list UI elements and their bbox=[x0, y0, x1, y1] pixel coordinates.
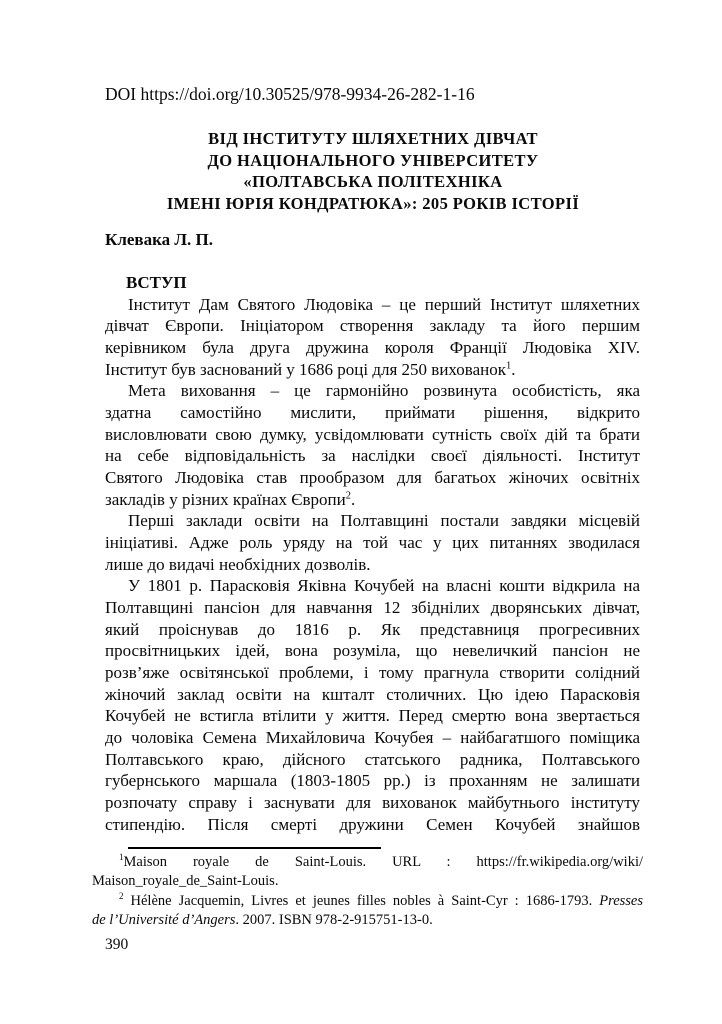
text-line: лише до видачі необхідних дозволів. bbox=[105, 554, 371, 574]
text-line: просвітницьких ідей, вона розуміла, що невеличкий пансіон не bbox=[105, 641, 640, 661]
text-line: який проіснував до 1816 р. Як представниця прогресивних bbox=[105, 619, 640, 639]
paragraph-2 bbox=[105, 380, 640, 510]
text-line: Maison_royale_de_Saint-Louis. bbox=[92, 873, 279, 890]
text-line: губернського маршала (1803-1805 рр.) із проханням не залишати bbox=[105, 771, 640, 791]
footnote-separator-rule bbox=[128, 847, 381, 849]
text-line: Інститут був заснований у 1686 році для 250 вихованок$^1$. bbox=[105, 359, 516, 379]
footnotes-block bbox=[92, 853, 643, 930]
text-line: Інститут Дам Святого Людовіка – це перший Інститут шляхетних bbox=[128, 294, 640, 314]
footnote-1 bbox=[92, 853, 643, 892]
footnote-2 bbox=[92, 892, 643, 931]
text-line: розв’яже освітянської проблеми, і тому прагнула створити солідний bbox=[105, 663, 640, 683]
text-line: керівником була друга дружина короля Франції Людовіка XIV. bbox=[105, 338, 640, 358]
doi-line: DOI https://doi.org/10.30525/978-9934-26-282-1-16 bbox=[105, 84, 475, 104]
text-line: на себе відповідальність за наслідки своєї діяльності. Інститут bbox=[105, 446, 640, 466]
text-line: ВІД ІНСТИТУТУ ШЛЯХЕТНИХ ДІВЧАТ bbox=[208, 129, 538, 148]
text-line: de l’Université d’Angers. 2007. ISBN 978-2-915751-13-0. bbox=[92, 911, 433, 928]
text-line: Полтавського краю, дійсного статського радника, Полтавського bbox=[105, 749, 640, 769]
text-line: Перші заклади освіти на Полтавщині постали завдяки місцевій bbox=[128, 511, 640, 531]
text-line: $^1$Maison royale de Saint-Louis. URL : https://fr.wikipedia.org/wiki/ bbox=[119, 852, 643, 870]
text-line: висловлювати свою думку, усвідомлювати сутність своїх дій та брати bbox=[105, 424, 640, 444]
text-line: закладів у різних країнах Європи$^2$. bbox=[105, 489, 356, 509]
body-text-column bbox=[105, 272, 640, 835]
author-name: Клевака Л. П. bbox=[105, 230, 214, 249]
text-line: до чоловіка Семена Михайловича Кочубея – найбагатшого поміщика bbox=[105, 728, 640, 748]
text-line: жіночий заклад освіти на кшталт столичних. Цю ідею Парасковія bbox=[105, 684, 640, 704]
page-number: 390 bbox=[105, 936, 129, 953]
text-line: ініціативі. Адже роль уряду на той час у цих питаннях зводилася bbox=[105, 533, 640, 553]
text-line: $^2$ Hélène Jacquemin, Livres et jeunes filles nobles à Saint-Cyr : 1686-1793. Presses bbox=[119, 890, 643, 909]
paragraph-1 bbox=[105, 294, 640, 381]
text-line: ДО НАЦІОНАЛЬНОГО УНІВЕРСИТЕТУ bbox=[207, 150, 539, 170]
text-line: Святого Людовіка став прообразом для багатьох жіночих освітніх bbox=[105, 468, 640, 488]
text-line: «ПОЛТАВСЬКА ПОЛІТЕХНІКА bbox=[243, 172, 503, 192]
text-line: У 1801 р. Парасковія Яківна Кочубей на власні кошти відкрила на bbox=[128, 576, 640, 596]
paragraph-3 bbox=[105, 510, 640, 575]
text-line: розпочату справу і заснувати для вихованок майбутнього інституту bbox=[105, 793, 640, 813]
text-line: Мета виховання – це гармонійно розвинута особистість, яка bbox=[128, 381, 640, 401]
text-line: Кочубей не встигла втілити у життя. Перед смертю вона звертається bbox=[105, 706, 640, 726]
text-line: стипендію. Після смерті дружини Семен Кочубей знайшов bbox=[105, 814, 640, 834]
text-line: Полтавщині пансіон для навчання 12 збіднілих дворянських дівчат, bbox=[105, 598, 640, 618]
article-title bbox=[105, 128, 641, 215]
text-line: ІМЕНІ ЮРІЯ КОНДРАТЮКА»: 205 РОКІВ ІСТОРІЇ bbox=[166, 194, 580, 214]
text-line: здатна самостійно мислити, приймати рішення, відкрито bbox=[105, 403, 640, 423]
section-heading-vstup: ВСТУП bbox=[126, 273, 187, 292]
paragraph-4 bbox=[105, 575, 640, 835]
text-line: дівчат Європи. Ініціатором створення закладу та його першим bbox=[105, 316, 640, 336]
